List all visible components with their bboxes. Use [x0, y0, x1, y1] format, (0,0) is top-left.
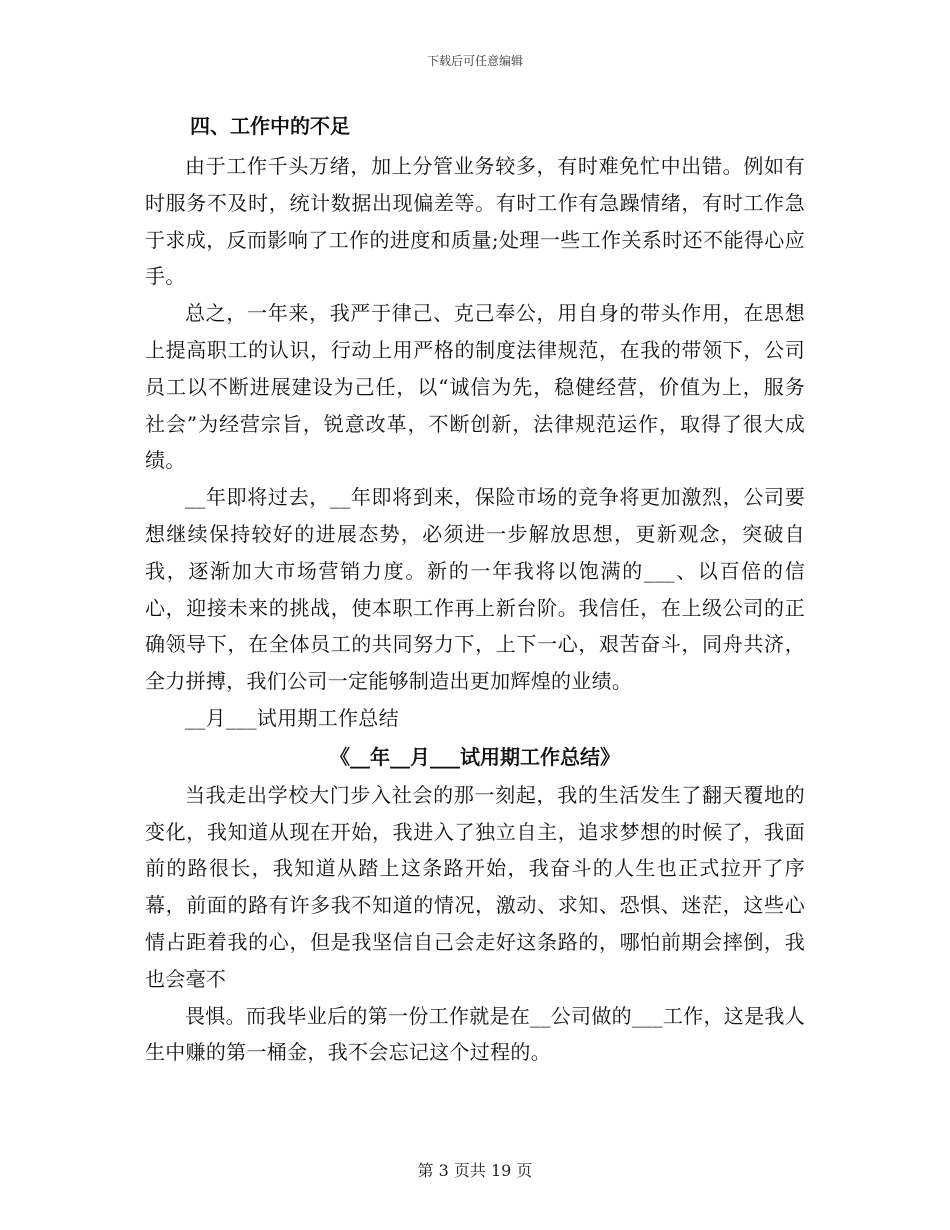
paragraph-shortcomings: 由于工作千头万绪，加上分管业务较多，有时难免忙中出错。例如有时服务不及时，统计数据出现偏差等。有时工作有急躁情绪，有时工作急于求成，反而影响了工作的进度和质量;处理一些工作关系时还不能得心应手。 [145, 154, 805, 289]
paragraph-first-job: 畏惧。而我毕业后的第一份工作就是在__公司做的___工作，这是我人生中赚的第一桶金，我不会忘记这个过程的。 [145, 1003, 805, 1065]
page-header: 下载后可任意编辑 [426, 54, 523, 68]
section-heading: 四、工作中的不足 [190, 114, 350, 138]
paragraph-intro: 当我走出学校大门步入社会的那一刻起，我的生活发生了翻天覆地的变化，我知道从现在开始，我进入了独立自主，追求梦想的时候了，我面前的路很长，我知道从踏上这条路开始，我奋斗的人生也正式拉开了序幕，前面的路有许多我不知道的情况，激动、求知、恐惧、迷茫，这些心情占距着我的心，但是我坚信自己会走好这条路的，哪怕前期会摔倒，我也会毫不 [145, 782, 805, 991]
article-title: 《__年__月___试用期工作总结》 [330, 744, 620, 769]
paragraph-summary: 总之，一年来，我严于律己、克己奉公，用自身的带头作用，在思想上提高职工的认识，行动上用严格的制度法律规范，在我的带领下，公司员工以不断进展建设为己任，以“诚信为先，稳健经营，价值为上，服务社会”为经营宗旨，锐意改革，不断创新，法律规范运作，取得了很大成绩。 [145, 301, 805, 473]
page-number: 第 3 页共 19 页 [417, 1161, 533, 1180]
document-body [145, 104, 805, 1071]
paragraph-outlook: __年即将过去，__年即将到来，保险市场的竞争将更加激烈，公司要想继续保持较好的进展态势，必须进一步解放思想，更新观念，突破自我，逐渐加大市场营销力度。新的一年我将以饱满的___、以百倍的信心，迎接未来的挑战，使本职工作再上新台阶。我信任，在上级公司的正确领导下，在全体员工的共同努力下，上下一心，艰苦奋斗，同舟共济，全力拼搏，我们公司一定能够制造出更加辉煌的业绩。 [145, 485, 805, 694]
paragraph-subtitle: __月___试用期工作总结 [185, 705, 399, 730]
